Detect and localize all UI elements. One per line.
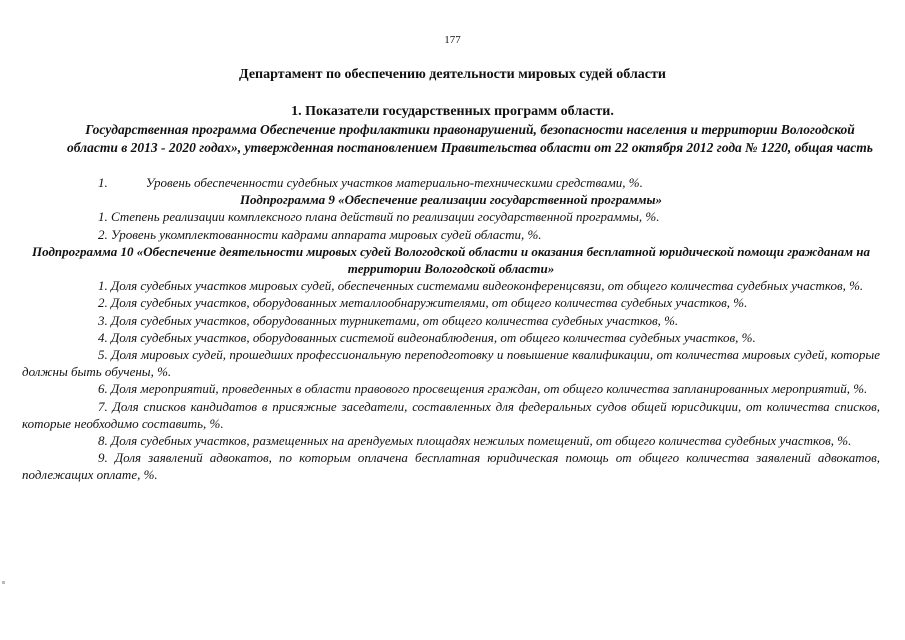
subprogram10-item: 5. Доля мировых судей, прошедших профессиональную переподготовку и повышение квалификации, от количества мировых судей, которые должны быть обучены, %. [22, 347, 880, 380]
subprogram10-item: 9. Доля заявлений адвокатов, по которым оплачена бесплатная юридическая помощь от общего количества заявлений адвокатов, подлежащих оплате, %. [22, 450, 880, 483]
general-item [22, 174, 880, 191]
subprogram9-title: Подпрограмма 9 «Обеспечение реализации государственной программы» [239, 192, 663, 208]
subprogram9-item: 1. Степень реализации комплексного плана действий по реализации государственной программы, %. [98, 209, 660, 225]
subprogram10-item: 3. Доля судебных участков, оборудованных турникетами, от общего количества судебных участков, %. [98, 312, 679, 328]
document-body [22, 174, 880, 484]
subprogram10-title: Подпрограмма 10 «Обеспечение деятельности мировых судей Вологодской области и оказания бесплатной юридической помощи гражданам на территории Вологодской области» [32, 243, 870, 277]
general-item-number: 1. [98, 175, 108, 190]
scan-speck [2, 581, 5, 584]
subprogram10-item: 7. Доля списков кандидатов в присяжные заседатели, составленных для федеральных судов общей юрисдикции, от количества списков, которые необходимо составить, %. [22, 398, 880, 431]
subprogram9-item: 2. Уровень укомплектованности кадрами аппарата мировых судей области, %. [98, 226, 542, 242]
subprogram10-item: 1. Доля судебных участков мировых судей, обеспеченных системами видеоконференцсвязи, от общего количества судебных участков, %. [98, 278, 864, 294]
general-item-text: Уровень обеспеченности судебных участков материально-техническими средствами, %. [145, 175, 643, 190]
subprogram10-item: 6. Доля мероприятий, проведенных в области правового просвещения граждан, от общего количества запланированных мероприятий, %. [98, 381, 868, 397]
subprogram10-item: 8. Доля судебных участков, размещенных на арендуемых площадях нежилых помещений, от общего количества судебных участков, %. [98, 433, 852, 449]
program-title: Государственная программа Обеспечение профилактики правонарушений, безопасности населения и территории Вологодской области в 2013 - 2020 годах», утвержденная постановлением Правительства области от 22 октября 2012 года № 1220, общая часть [67, 122, 873, 155]
subprogram10-item: 2. Доля судебных участков, оборудованных металлообнаружителями, от общего количества судебных участков, %. [98, 295, 748, 311]
page-number: 177 [444, 34, 461, 46]
department-heading: Департамент по обеспечению деятельности мировых судей области [239, 67, 666, 82]
subprogram10-item: 4. Доля судебных участков, оборудованных системой видеонаблюдения, от общего количества судебных участков, %. [98, 329, 756, 345]
section-title: 1. Показатели государственных программ области. [291, 104, 614, 119]
